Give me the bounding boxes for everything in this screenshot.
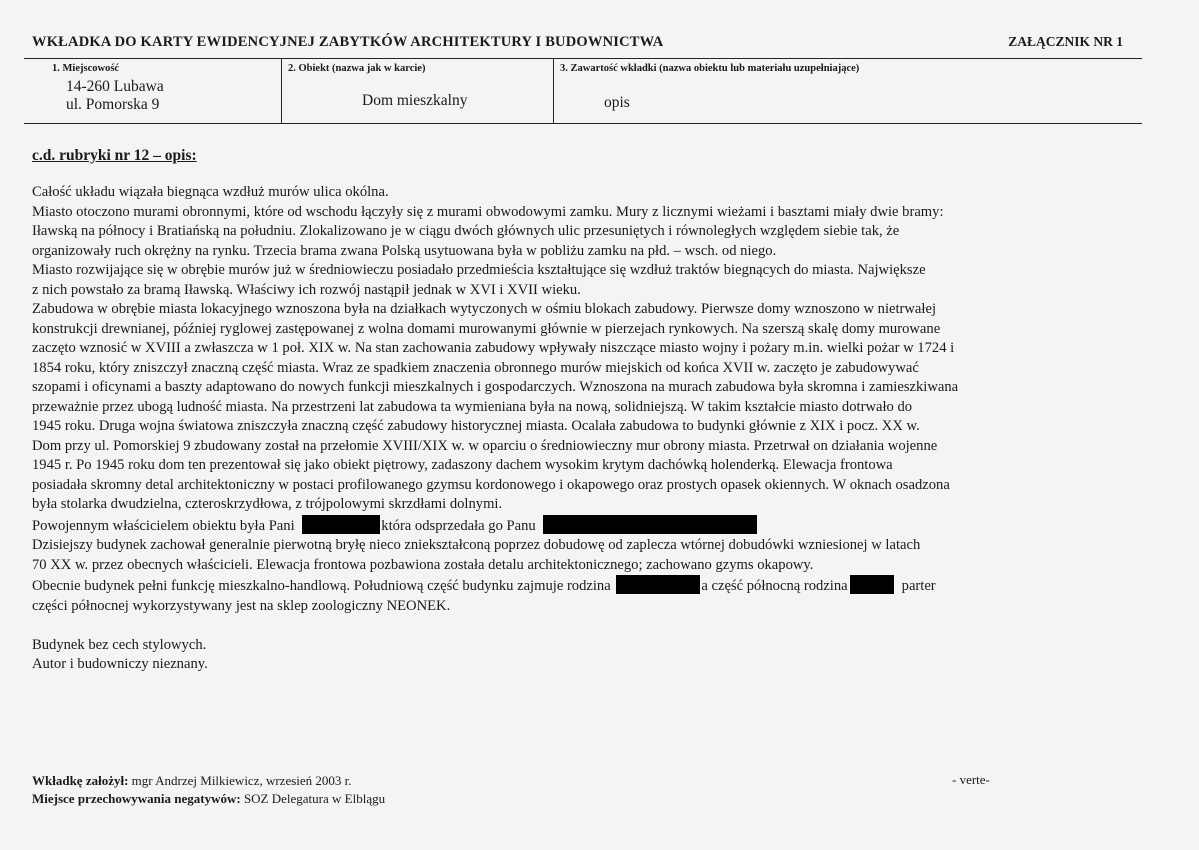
text-fragment: Obecnie budynek pełni funkcję mieszkalno-handlową. Południową część budynku zajmuje rodzina [32, 578, 611, 594]
text-fragment: która odsprzedała go Panu [381, 517, 536, 534]
text-fragment: a część północną rodzina [701, 578, 848, 594]
text-line: Miasto otoczono murami obronnymi, które od wschodu łączyły się z murami obwodowymi zamku. Mury z licznymi wieżami i basztami miały dwie bramy: [32, 203, 944, 220]
verte-note: - verte- [952, 772, 990, 787]
text-line: Budynek bez cech stylowych. [32, 636, 207, 653]
location-label: 1. Miejscowość [52, 63, 120, 74]
text-line: Autor i budowniczy nieznany. [32, 656, 208, 672]
location-line-2: ul. Pomorska 9 [66, 96, 160, 113]
text-line: szopami i oficynami a baszty adaptowano do nowych funkcji mieszkalnych i gospodarczych. Wznoszona na murach zabudowa była skromna i zamieszkiwana [32, 379, 959, 395]
redaction-block [850, 575, 894, 594]
description-body [32, 183, 1142, 675]
content-label: 3. Zawartość wkładki (nazwa obiektu lub materiału uzupełniające) [560, 63, 860, 74]
location-line-1: 14-260 Lubawa [66, 78, 164, 95]
author-value: mgr Andrzej Milkiewicz, wrzesień 2003 r. [131, 773, 352, 788]
text-line: Dom przy ul. Pomorskiej 9 zbudowany został na przełomie XVIII/XIX w. w oparciu o średniowieczny mur obrony miasta. Przetrwał on działania wojenne [32, 437, 938, 454]
storage-value: SOZ Delegatura w Elblągu [243, 791, 386, 806]
document-title: WKŁADKA DO KARTY EWIDENCYJNEJ ZABYTKÓW ARCHITEKTURY I BUDOWNICTWA [32, 34, 664, 50]
author-line [32, 773, 352, 789]
text-line: przeważnie przez ubogą ludność miasta. Na przestrzeni lat zabudowa ta wymieniana była na nową, solidniejszą. W takim kształcie miasto dotrwało do [32, 398, 913, 415]
annex-number: ZAŁĄCZNIK NR 1 [1008, 34, 1123, 49]
column-divider [281, 59, 282, 123]
redaction-block [616, 575, 700, 594]
object-value: Dom mieszkalny [362, 92, 468, 109]
column-divider [553, 59, 554, 123]
header-bottom-rule [24, 123, 1142, 124]
author-label: Wkładkę założył: [32, 773, 129, 788]
content-value: opis [604, 94, 630, 111]
text-line: Miasto rozwijające się w obrębie murów już w średniowieczu posiadało przedmieścia kształtujące się wzdłuż traktów biegnących do miasta. Największe [32, 262, 926, 278]
text-line: Dzisiejszy budynek zachował generalnie pierwotną bryłę nieco zniekształconą poprzez dobudowę od zaplecza wtórnej dobudówki wzniesionej w latach [32, 537, 921, 553]
storage-label: Miejsce przechowywania negatywów: [32, 791, 241, 806]
text-line: 1945 roku. Druga wojna światowa zniszczyła znaczną część zabudowy historycznej miasta. Ocalała zabudowa to budynki głównie z XIX i pocz. XX w. [32, 418, 920, 434]
text-line: organizowały ruch okrężny na rynku. Trzecia brama zwana Polską usytuowana była w pobliżu zamku na płd. – wsch. od niego. [32, 242, 777, 259]
redaction-block [302, 515, 380, 534]
text-line: części północnej wykorzystywany jest na sklep zoologiczny NEONEK. [32, 597, 451, 614]
redaction-block [543, 515, 757, 534]
text-line: Całość układu wiązała biegnąca wzdłuż murów ulica okólna. [32, 184, 389, 200]
text-line: 70 XX w. przez obecnych właścicieli. Elewacja frontowa pozbawiona została detalu architektonicznego; zachowano gzyms okapowy. [32, 556, 814, 573]
text-fragment: Powojennym właścicielem obiektu była Pani [32, 517, 295, 534]
text-line [32, 575, 1142, 597]
section-heading: c.d. rubryki nr 12 – opis: [32, 147, 197, 164]
text-line: była stolarka dwudzielna, czteroskrzydłowa, z trójpolowymi skrzdłami dolnymi. [32, 496, 503, 512]
text-line: Zabudowa w obrębie miasta lokacyjnego wznoszona była na działkach wytyczonych w ośmiu blokach zabudowy. Pierwsze domy wznoszono w nietrwałej [32, 301, 936, 317]
text-line: z nich powstało za bramą Iławską. Właściwy ich rozwój nastąpił jednak w XVI i XVII wieku. [32, 281, 581, 298]
text-line [32, 515, 1142, 537]
header-top-rule [24, 58, 1142, 59]
text-fragment: parter [901, 578, 936, 594]
object-label: 2. Obiekt (nazwa jak w karcie) [288, 63, 426, 74]
storage-line [32, 791, 385, 807]
text-line: Iławską na północy i Bratiańską na południu. Zlokalizowano je w ciągu dwóch głównych ulic przesuniętych i równoległych względem siebie tak, że [32, 223, 900, 239]
text-line: 1945 r. Po 1945 roku dom ten prezentował się jako obiekt piętrowy, zadaszony dachem wysokim krytym dachówką holenderką. Elewacja frontowa [32, 457, 893, 473]
text-line: konstrukcji drewnianej, później ryglowej zastępowanej z wolna domami murowanymi głównie w pierzejach rynkowych. Na szerszą skalę domy murowane [32, 320, 941, 337]
text-line: 1854 roku, który zniszczył znaczną część miasta. Wraz ze spadkiem znaczenia obronnego murów miejskich od końca XVII w. zaczęto je zabudowywać [32, 359, 919, 376]
text-line: posiadała skromny detal architektoniczny w postaci profilowanego gzymsu kordonowego i okapowego oraz prostych opasek okiennych. W oknach osadzona [32, 476, 950, 493]
text-line: zaczęto wznosić w XVIII a zwłaszcza w 1 poł. XIX w. Na stan zachowania zabudowy wpływały niszczące miasto wojny i pożary m.in. wielki pożar w 1724 i [32, 340, 955, 356]
